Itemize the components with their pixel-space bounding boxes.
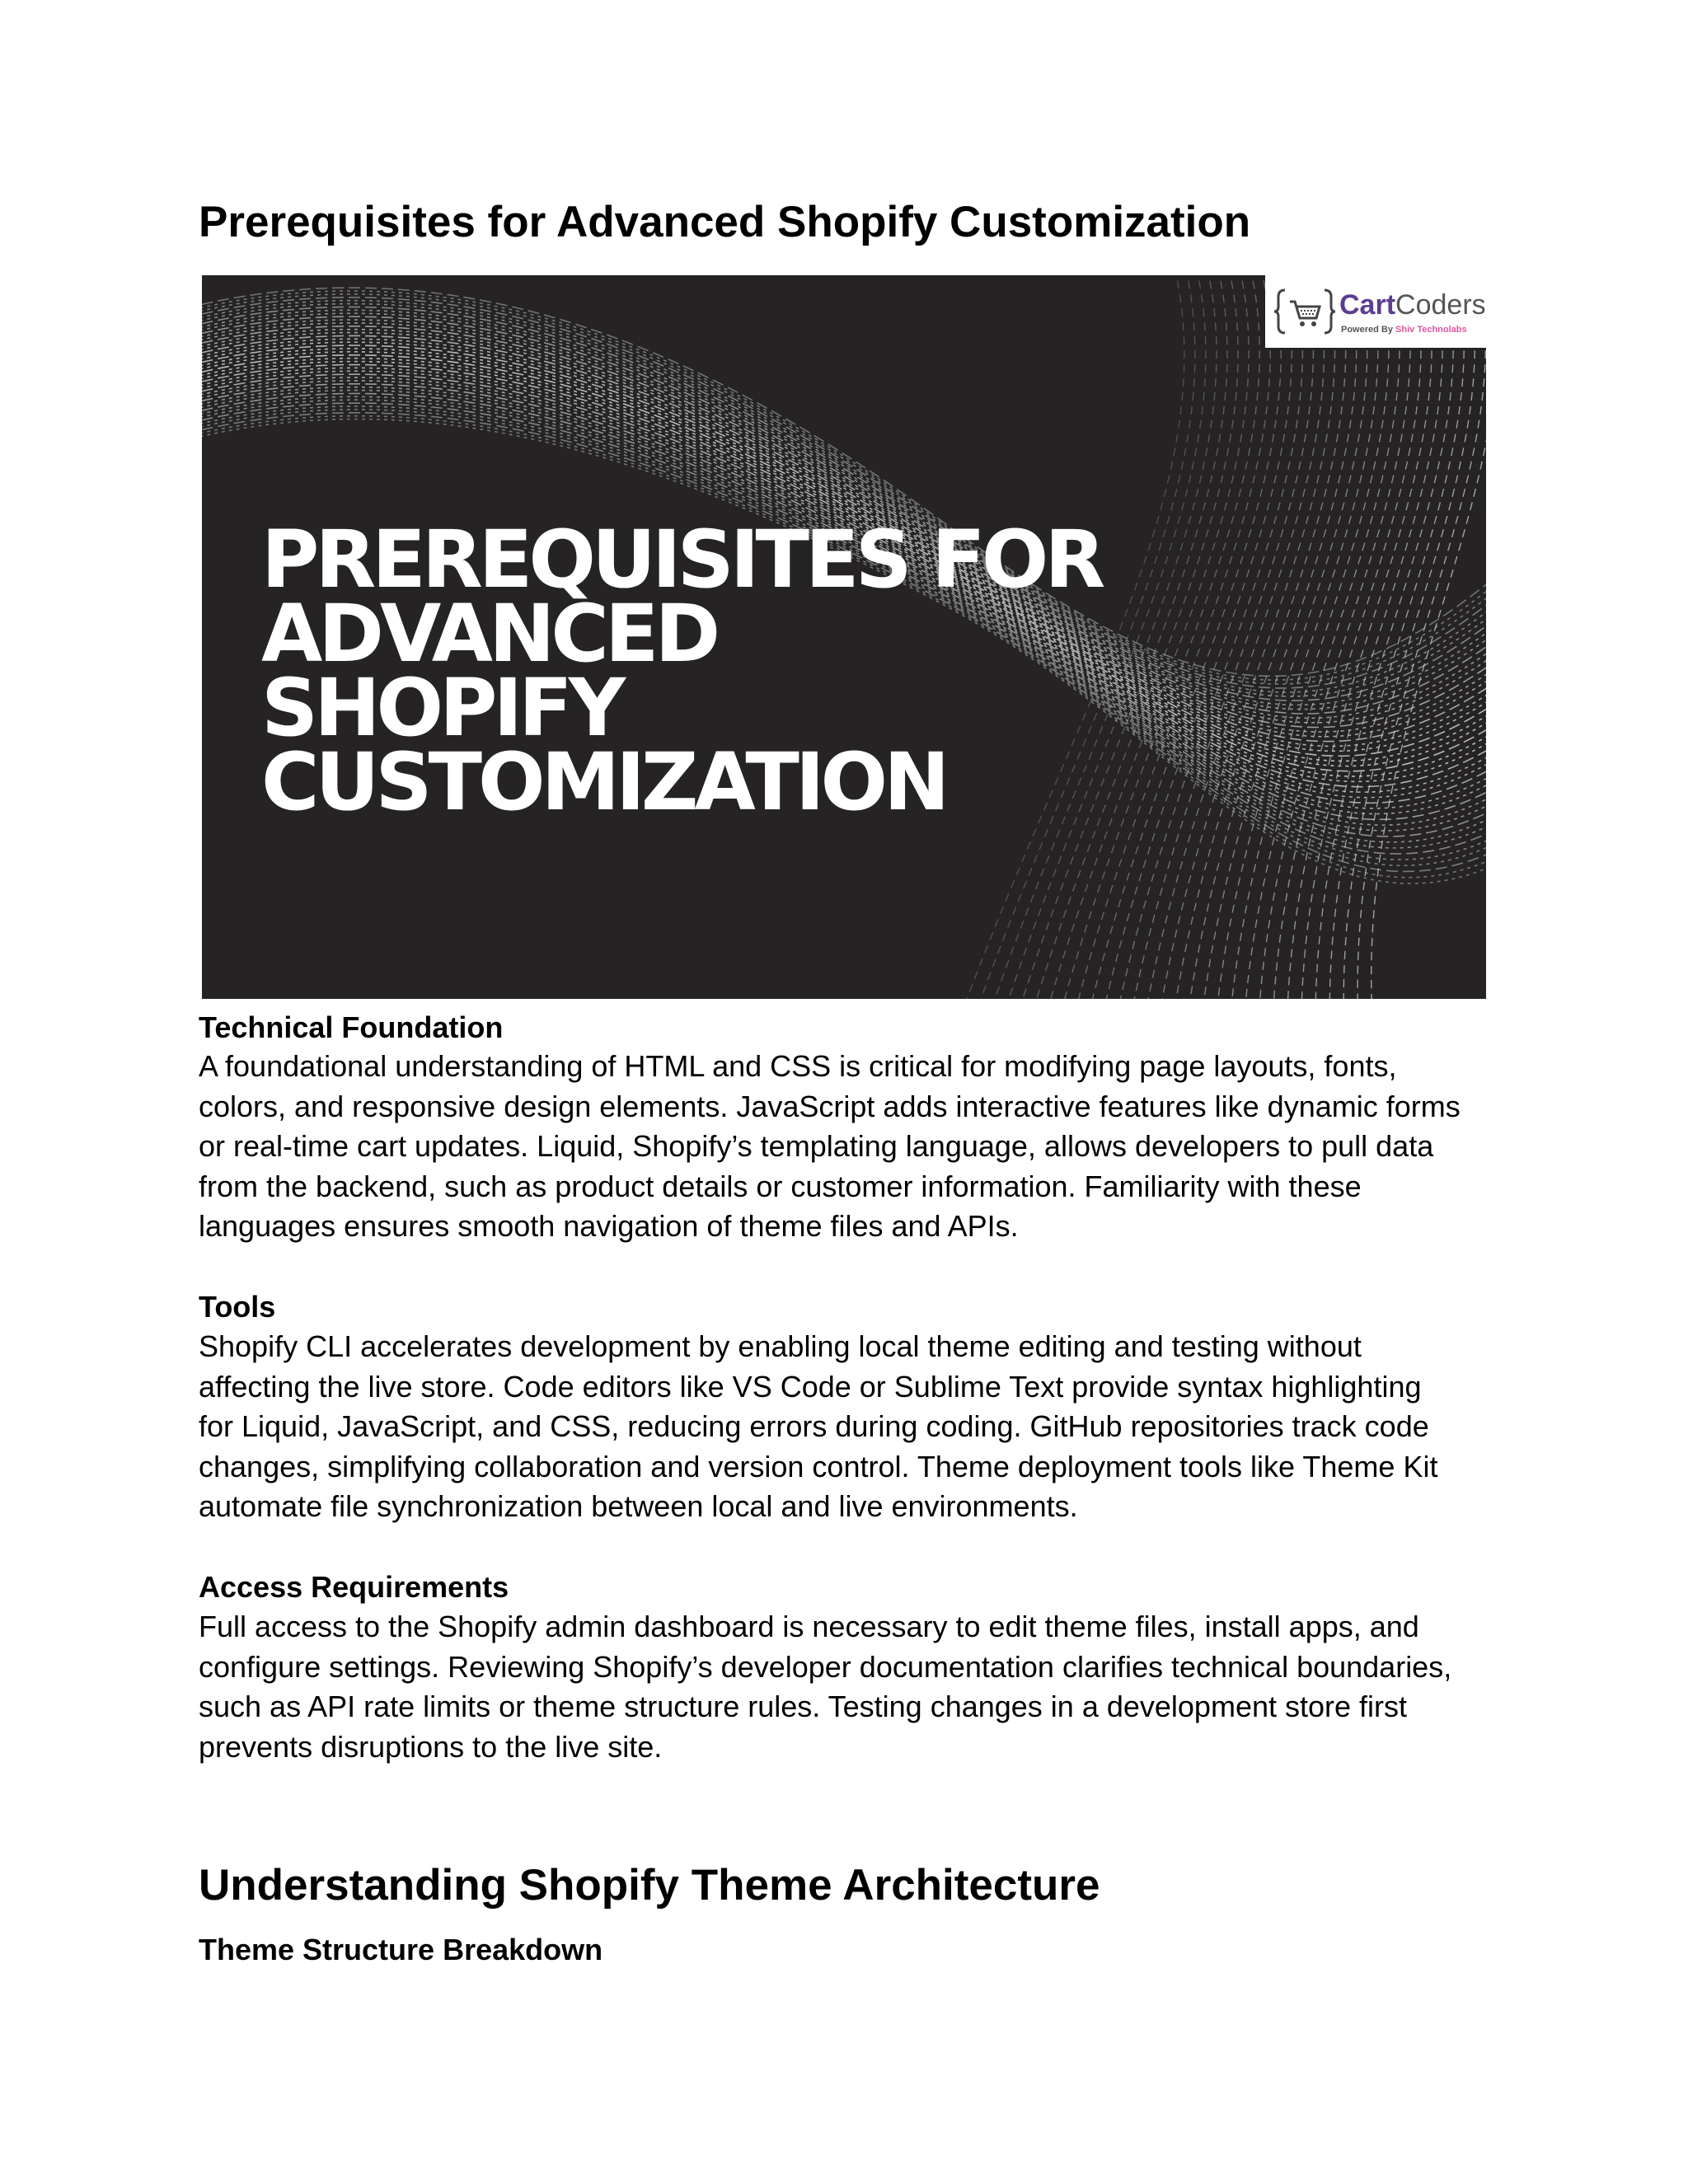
cart-icon <box>1273 285 1336 338</box>
paragraph-line: Full access to the Shopify admin dashboard is necessary to edit theme files, install apps, and <box>199 1610 1419 1643</box>
section-title-theme-architecture: Understanding Shopify Theme Architecture <box>199 1861 1100 1910</box>
logo-wordmark: CartCoders <box>1339 289 1486 321</box>
paragraph-line: such as API rate limits or theme structure rules. Testing changes in a development store first <box>199 1690 1408 1724</box>
hero-banner-image <box>202 275 1486 999</box>
paragraph-line: Shopify CLI accelerates development by enabling local theme editing and testing without <box>199 1329 1362 1363</box>
wave-line <box>1216 275 1378 999</box>
wave-line <box>1174 275 1346 999</box>
paragraph-line: A foundational understanding of HTML and CSS is critical for modifying page layouts, fonts, <box>199 1049 1397 1083</box>
cartcoders-logo <box>1265 275 1486 348</box>
wave-line <box>1188 275 1357 999</box>
wave-line <box>1131 275 1314 999</box>
paragraph-line: for Liquid, JavaScript, and CSS, reducing errors during coding. GitHub repositories track code <box>199 1409 1429 1444</box>
paragraph-line: languages ensures smooth navigation of theme files and APIs. <box>199 1209 1019 1244</box>
wave-line <box>1117 275 1303 999</box>
paragraph-technical-foundation <box>199 1047 1517 1247</box>
wave-line <box>1102 275 1292 999</box>
paragraph-tools <box>199 1327 1517 1527</box>
heading-theme-structure-breakdown: Theme Structure Breakdown <box>199 1933 603 1966</box>
paragraph-line: colors, and responsive design elements. JavaScript adds interactive features like dynamic forms <box>199 1089 1461 1123</box>
heading-access-requirements: Access Requirements <box>199 1570 509 1604</box>
wave-line <box>1273 275 1421 999</box>
paragraph-line: from the backend, such as product details or customer information. Familiarity with these <box>199 1169 1362 1203</box>
paragraph-line: configure settings. Reviewing Shopify’s developer documentation clarifies technical boundaries, <box>199 1649 1452 1684</box>
paragraph-line: affecting the live store. Code editors like VS Code or Sublime Text provide syntax highlighting <box>199 1369 1422 1404</box>
section-title-prerequisites: Prerequisites for Advanced Shopify Customization <box>199 198 1251 246</box>
paragraph-access-requirements <box>199 1607 1517 1767</box>
paragraph-line: prevents disruptions to the live site. <box>199 1729 663 1764</box>
paragraph-line: changes, simplifying collaboration and version control. Theme deployment tools like Theme Kit <box>199 1449 1438 1483</box>
logo-tagline: Powered By Shiv Technolabs <box>1341 325 1467 335</box>
banner-title-line: ADVANCED <box>261 588 717 680</box>
wave-line <box>1329 275 1464 999</box>
banner-title-line: PREREQUISITES FOR <box>261 513 1102 606</box>
heading-tools: Tools <box>199 1290 276 1324</box>
paragraph-line: or real-time cart updates. Liquid, Shopify’s templating language, allows developers to pull data <box>199 1129 1434 1164</box>
banner-title <box>261 513 1102 828</box>
banner-title-line: SHOPIFY <box>261 662 622 754</box>
heading-technical-foundation: Technical Foundation <box>199 1010 504 1044</box>
banner-title-line: CUSTOMIZATION <box>261 736 946 828</box>
paragraph-line: automate file synchronization between local and live environments. <box>199 1489 1078 1524</box>
wave-line <box>1231 275 1389 999</box>
